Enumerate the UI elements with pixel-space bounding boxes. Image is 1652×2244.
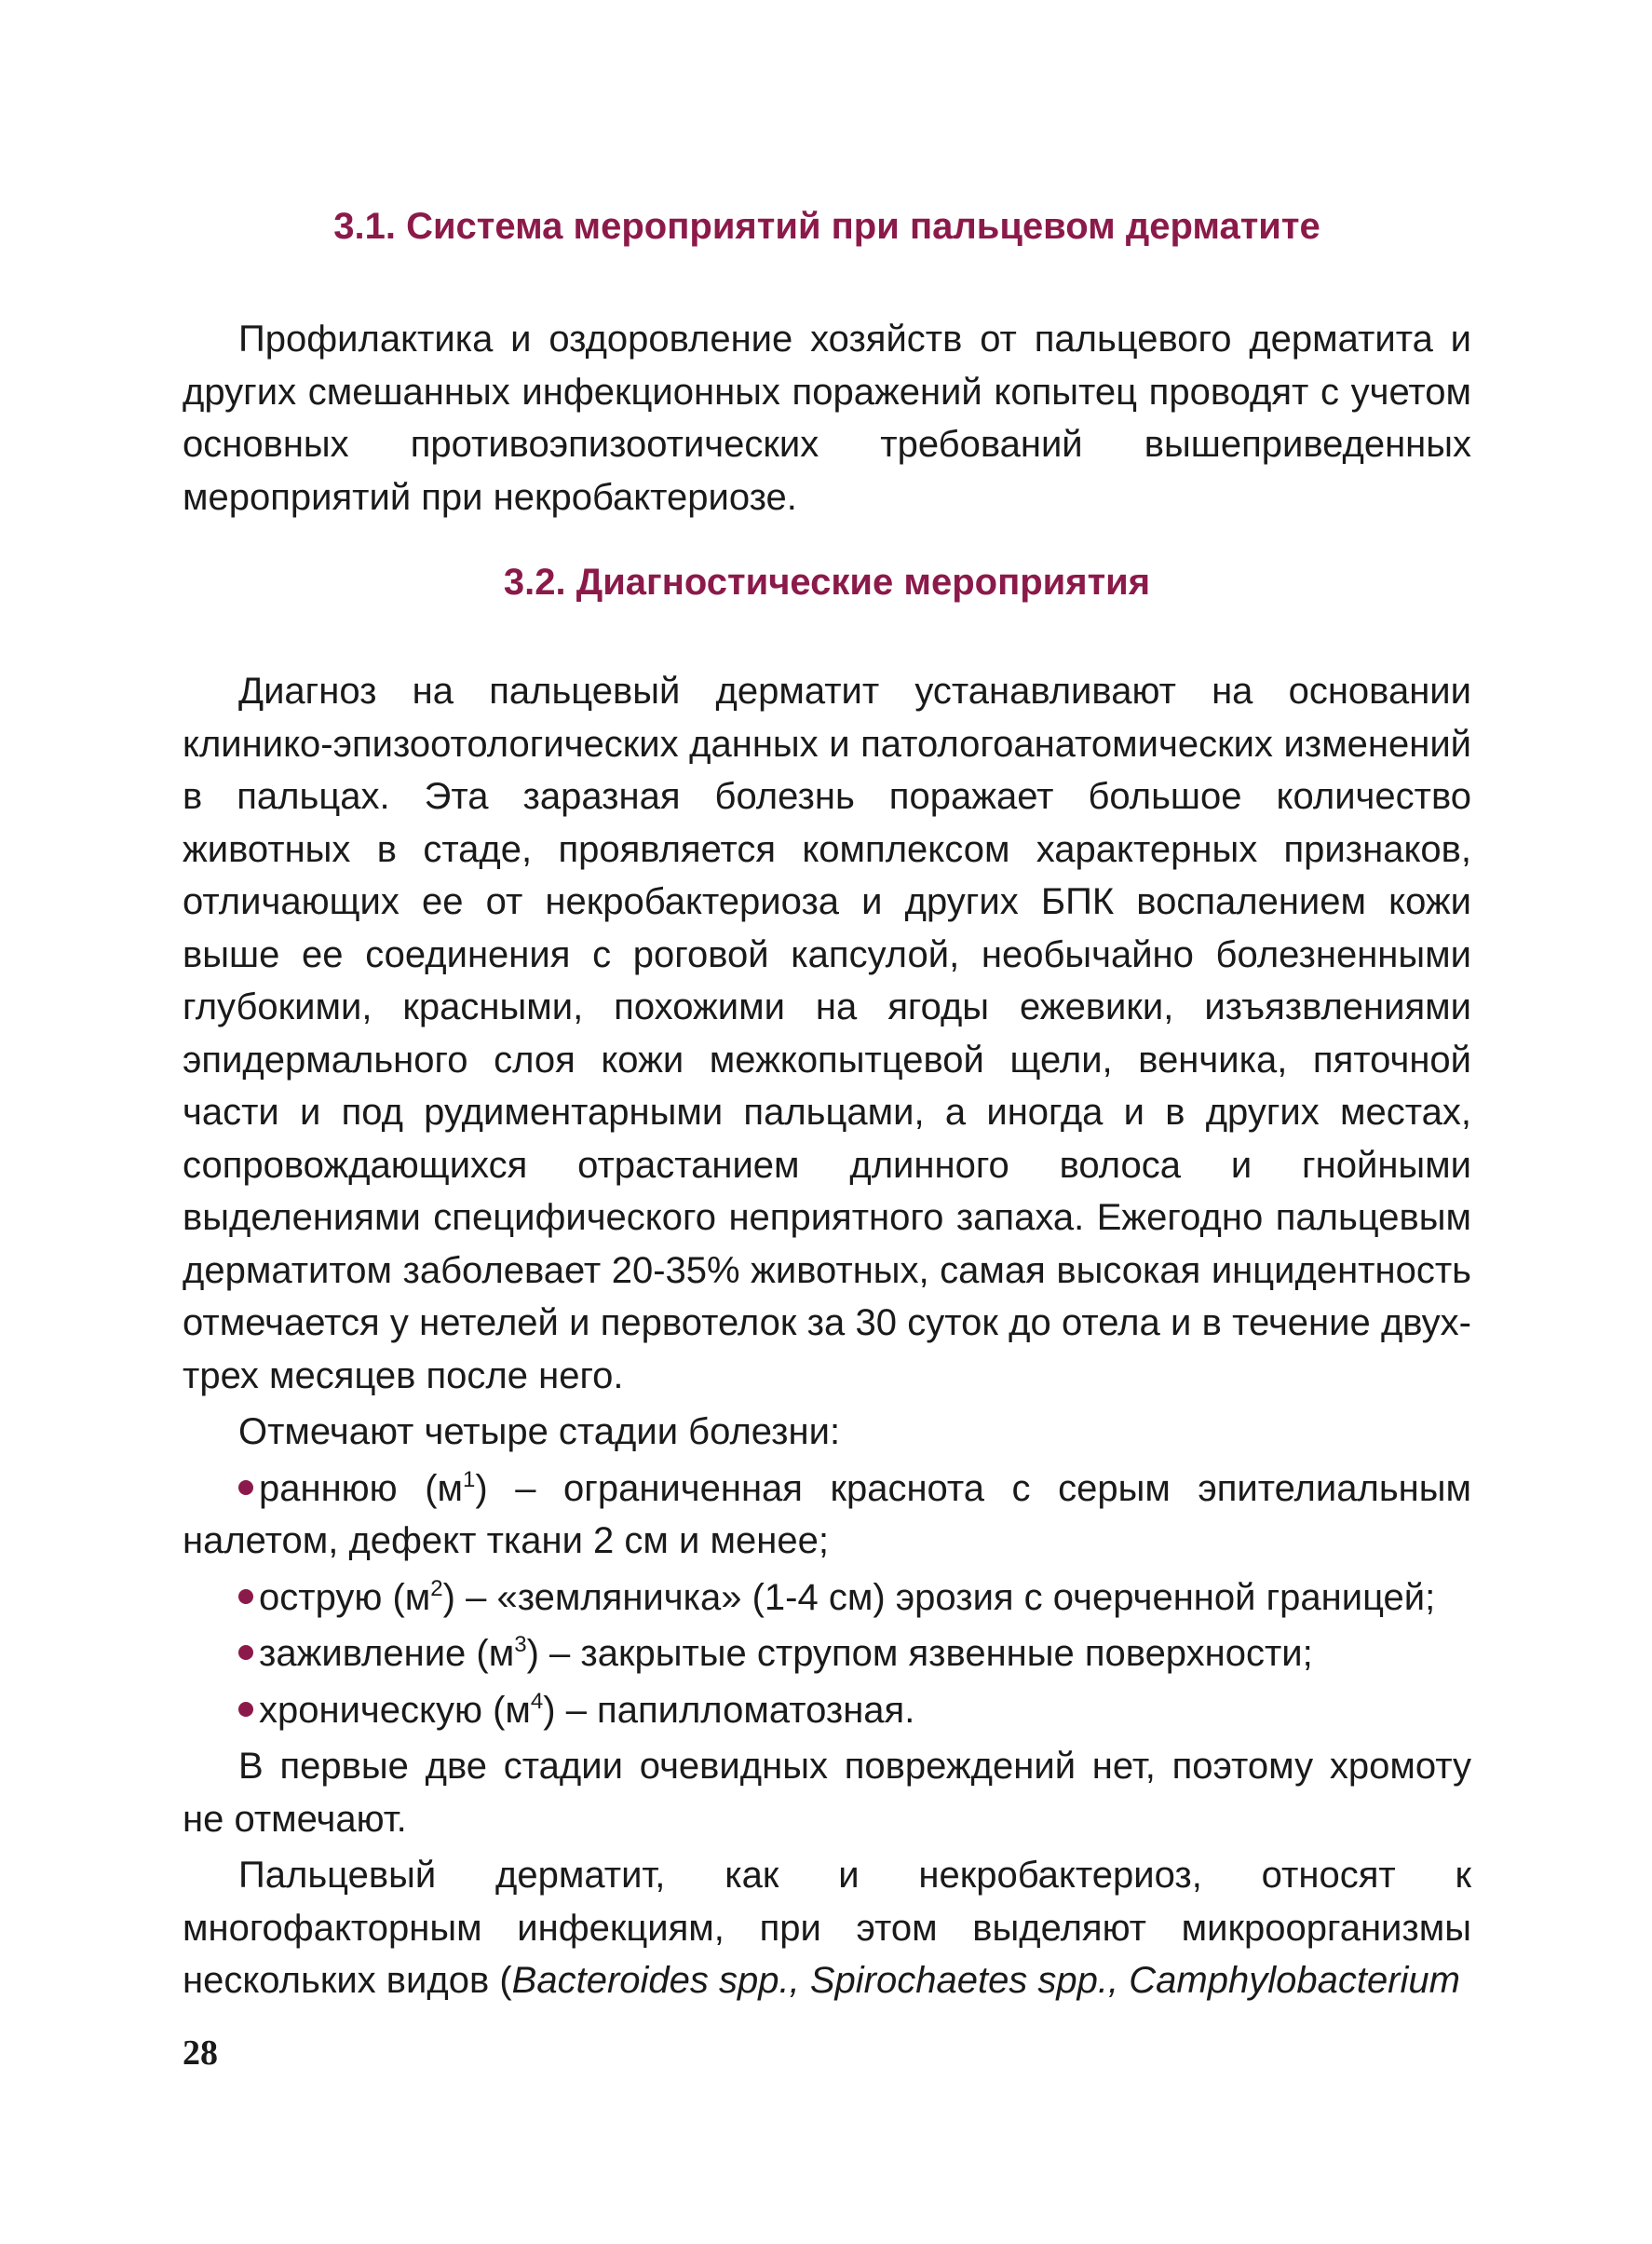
- stage-name: раннюю (м: [259, 1467, 464, 1509]
- page-number: 28: [183, 2033, 218, 2073]
- stage-superscript: 1: [463, 1466, 476, 1492]
- stage-description: ) – ограниченная краснота с серым эпителиальным налетом, дефект ткани 2 см и менее;: [183, 1467, 1472, 1561]
- stage-superscript: 4: [530, 1688, 544, 1714]
- bullet-icon: [238, 1480, 253, 1495]
- stage-item: [183, 1684, 1471, 1737]
- etiology-text: Пальцевый дерматит, как и некробактериоз, относят к многофакторным инфекциям, при этом выделяют микроорганизмы нескольких видов (: [183, 1855, 1471, 2001]
- section-heading-3-2: 3.2. Диагностические мероприятия: [503, 562, 1151, 603]
- bullet-icon: [238, 1589, 253, 1604]
- page-content: [183, 186, 1471, 2007]
- stage-superscript: 2: [430, 1575, 443, 1601]
- stage-name: заживление (м: [259, 1633, 515, 1674]
- etiology-paragraph: [183, 1849, 1471, 2007]
- lameness-paragraph: В первые две стадии очевидных повреждений нет, поэтому хромоту не отмечают.: [183, 1746, 1471, 1840]
- etiology-species: Bacteroides spp., Spirochaetes spp., Camphylobacterium: [511, 1960, 1460, 2001]
- section-heading-3-1: 3.1. Система мероприятий при пальцевом дерматите: [333, 206, 1320, 247]
- stage-item: [183, 1462, 1471, 1568]
- stage-superscript: 3: [514, 1632, 527, 1657]
- stages-intro: Отмечают четыре стадии болезни:: [238, 1411, 841, 1452]
- stage-name: острую (м: [259, 1576, 431, 1618]
- stage-item: [183, 1627, 1471, 1680]
- diagnosis-paragraph: Диагноз на пальцевый дерматит устанавливают на основании клинико-эпизоотологических данных и патологоанатомических изменений в пальцах. Эта заразная болезнь поражает большое количество животных в стаде, проявляется комплексом характерных признаков, отличающих ее от некробактериоза и других БПК воспалением кожи выше ее соединения с роговой капсулой, необычайно болезненными глубокими, красными, похожими на ягоды ежевики, изъязвлениями эпидермального слоя кожи межкопытцевой щели, венчика, пяточной части и под рудиментарными пальцами, а иногда и в других местах, сопровождающихся отрастанием длинного волоса и гнойными выделениями специфического неприятного запаха. Ежегодно пальцевым дерматитом заболевает 20-35% животных, самая высокая инцидентность отмечается у нетелей и первотелок за 30 суток до отела и в течение двух-трех месяцев после него.: [183, 671, 1471, 1396]
- stage-description: ) – папилломатозная.: [543, 1689, 915, 1731]
- bullet-icon: [238, 1702, 253, 1717]
- section-3-1-paragraph: Профилактика и оздоровление хозяйств от пальцевого дерматита и других смешанных инфекционных поражений копытец проводят с учетом основных противоэпизоотических требований вышеприведенных мероприятий при некробактериозе.: [183, 319, 1471, 518]
- stage-description: ) – «земляничка» (1-4 см) эрозия с очерченной границей;: [442, 1576, 1436, 1618]
- bullet-icon: [238, 1645, 253, 1660]
- stage-name: хроническую (м: [259, 1689, 531, 1731]
- stage-item: [183, 1571, 1471, 1625]
- stage-description: ) – закрытые струпом язвенные поверхности;: [526, 1633, 1313, 1674]
